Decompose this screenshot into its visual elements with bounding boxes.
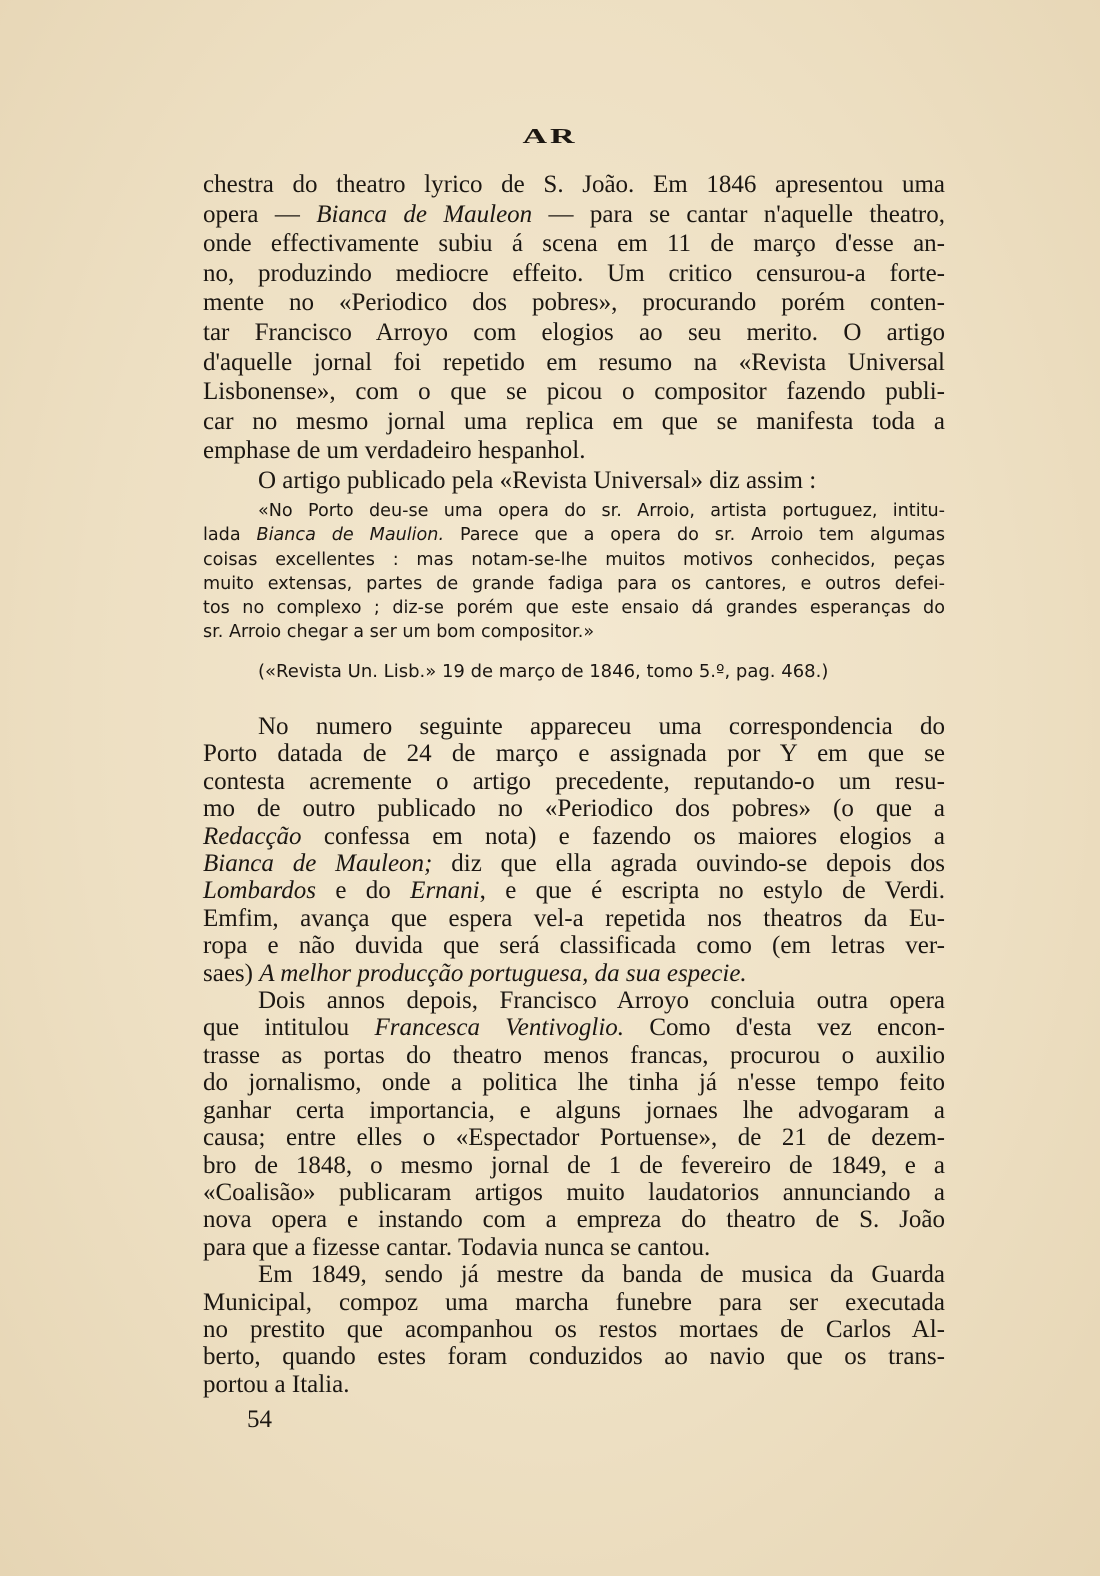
text-line: contesta acremente o artigo precedente, reputando-o um resu- <box>203 767 945 795</box>
italic-title: Bianca de Mauleon <box>316 200 533 228</box>
text-line: causa; entre elles o «Espectador Portuense», de 21 de dezem- <box>203 1124 945 1152</box>
text-run: diz que ella agrada ouvindo-se depois dos <box>432 850 945 878</box>
text-run: — para se cantar n'aquelle theatro, <box>532 200 945 228</box>
italic-title: Bianca de Mauleon; <box>203 850 433 878</box>
text-line: para que a fizesse cantar. Todavia nunca se cantou. <box>203 1233 711 1261</box>
text-line: Em 1849, sendo já mestre da banda de musica da Guarda <box>258 1261 945 1289</box>
text-line: sr. Arroio chegar a ser um bom compositor.» <box>203 622 595 643</box>
text-line: ganhar certa importancia, e alguns jornaes lhe advogaram a <box>203 1096 945 1124</box>
text-line: No numero seguinte appareceu uma correspondencia do <box>258 713 945 740</box>
text-line: Porto datada de 24 de março e assignada por Y em que se <box>203 740 945 768</box>
text-line: Emfim, avança que espera vel-a repetida nos theatros da Eu- <box>203 904 945 932</box>
text-line: coisas excellentes : mas notam-se-lhe muitos motivos conhecidos, peças <box>203 549 945 570</box>
text-line <box>203 1014 945 1041</box>
italic-title: A melhor producção portuguesa, da sua especie. <box>259 959 747 987</box>
text-line: d'aquelle jornal foi repetido em resumo na «Revista Universal <box>203 348 945 376</box>
page-number: 54 <box>247 1406 272 1433</box>
text-run: opera — <box>203 200 317 228</box>
text-run: Como d'esta vez encon- <box>624 1014 946 1042</box>
text-line <box>203 850 945 877</box>
text-line <box>203 960 945 987</box>
text-run: que intitulou <box>203 1014 375 1042</box>
text-line <box>203 823 945 850</box>
italic-title: Redacção <box>203 822 302 850</box>
text-line: Dois annos depois, Francisco Arroyo concluia outra opera <box>258 987 945 1015</box>
text-line: ropa e não duvida que será classificada como (em letras ver- <box>203 932 945 960</box>
text-line: berto, quando estes foram conduzidos ao navio que os trans- <box>203 1343 945 1371</box>
text-line: «Coalisão» publicaram artigos muito laudatorios annunciando a <box>203 1178 945 1206</box>
paragraph-opening <box>203 170 945 496</box>
text-line <box>203 877 945 904</box>
text-line: no, produzindo mediocre effeito. Um critico censurou-a forte- <box>203 259 945 287</box>
text-line: no prestito que acompanhou os restos mortaes de Carlos Al- <box>203 1315 945 1343</box>
text-run: lada <box>203 525 257 546</box>
text-line <box>203 523 945 547</box>
text-line: do jornalismo, onde a politica lhe tinha já n'esse tempo feito <box>203 1069 945 1097</box>
text-line: tos no complexo ; diz-se porém que este ensaio dá grandes esperanças do <box>203 598 945 619</box>
text-line: portou a Italia. <box>203 1370 350 1398</box>
text-line: mo de outro publicado no «Periodico dos pobres» (o que a <box>203 795 945 823</box>
text-line: emphase de um verdadeiro hespanhol. <box>203 437 586 465</box>
text-run: e do <box>316 877 411 905</box>
paragraph-continuation <box>203 713 945 1398</box>
running-header: AR <box>522 125 578 149</box>
text-line: Municipal, compoz uma marcha funebre para ser executada <box>203 1288 945 1316</box>
text-line: muito extensas, partes de grande fadiga para os cantores, e outros defei- <box>203 573 945 594</box>
text-run: saes) <box>203 959 260 987</box>
text-line: nova opera e instando com a empreza do theatro de S. João <box>203 1206 945 1234</box>
text-line: O artigo publicado pela «Revista Universal» diz assim : <box>258 466 817 494</box>
text-line: Lisbonense», com o que se picou o compositor fazendo publi- <box>203 378 945 406</box>
text-line: bro de 1848, o mesmo jornal de 1 de fevereiro de 1849, e a <box>203 1151 945 1179</box>
text-line: onde effectivamente subiu á scena em 11 de março d'esse an- <box>203 230 945 258</box>
text-run: confessa em nota) e fazendo os maiores elogios a <box>301 822 945 850</box>
text-line: car no mesmo jornal uma replica em que se manifesta toda a <box>203 407 945 435</box>
text-line: «No Porto deu-se uma opera do sr. Arroio, artista portuguez, intitu- <box>258 501 945 521</box>
text-line: mente no «Periodico dos pobres», procurando porém conten- <box>203 289 945 317</box>
italic-title: Bianca de Maulion. <box>256 525 445 546</box>
italic-title: Francesca Ventivoglio. <box>374 1014 625 1042</box>
text-line: tar Francisco Arroyo com elogios ao seu merito. O artigo <box>203 318 945 346</box>
text-line <box>203 200 945 230</box>
text-run: Parece que a opera do sr. Arroio tem algumas <box>444 525 946 546</box>
block-quote <box>203 499 945 645</box>
text-line: trasse as portas do theatro menos francas, procurou o auxilio <box>203 1041 945 1069</box>
italic-title: Ernani <box>410 877 480 905</box>
text-run: , e que é escripta no estylo de Verdi. <box>479 877 945 905</box>
quote-citation: («Revista Un. Lisb.» 19 de março de 1846, tomo 5.º, pag. 468.) <box>258 661 829 682</box>
text-line: chestra do theatro lyrico de S. João. Em 1846 apresentou uma <box>203 171 945 198</box>
italic-title: Lombardos <box>203 877 316 905</box>
